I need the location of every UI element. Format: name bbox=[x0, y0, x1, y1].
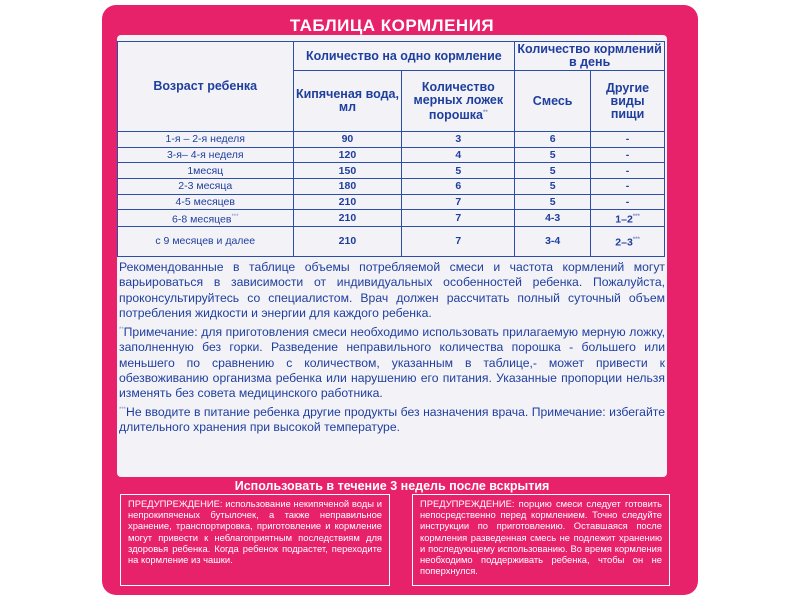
table-row: 6-8 месяцев*** 210 7 4-3 1–2*** bbox=[118, 210, 665, 226]
table-row: 4-5 месяцев 210 7 5 - bbox=[118, 194, 665, 210]
feeding-table bbox=[117, 41, 665, 257]
usage-period-banner: Использовать в течение 3 недель после вскрытия bbox=[234, 479, 550, 493]
feeds-per-day-header: Количество кормлений в день bbox=[515, 42, 665, 71]
warning-text: использование некипяченой воды и непрокипяченых бутылочек, а также неправильное хранение, транспортировка, приготовление и кормление могут привести к неблагоприятным последствиям для здоровья ребенка. Когда ребенок подрастет, переходите на кормление из чашки. bbox=[128, 498, 382, 566]
warning-box-right bbox=[412, 494, 670, 586]
table-row: 2-3 месяца 180 6 5 - bbox=[118, 179, 665, 195]
page-title: ТАБЛИЦА КОРМЛЕНИЯ bbox=[289, 16, 495, 35]
other-food-header: Другие виды пищи bbox=[591, 71, 665, 132]
single-feed-header: Количество на одно кормление bbox=[293, 42, 515, 71]
preparation-note: **Примечание: для приготовления смеси необходимо использовать прилагаемую мерную ложку, заполненную без горки. Разведение неправильного количества порошка - большего или меньшего по сравнению с количеством, указанным в таблице,- может привести к обезвоживанию организма ребенка или нарушению его питания. Указанные пропорции нельзя изменять без совета медицинского работника. bbox=[119, 324, 665, 401]
warning-caption: ПРЕДУПРЕЖДЕНИЕ: bbox=[128, 498, 223, 509]
notes-block bbox=[119, 260, 665, 437]
mix-header: Смесь bbox=[515, 71, 591, 132]
age-header: Возраст ребенка bbox=[118, 42, 294, 132]
water-header: Кипяченая вода, мл bbox=[293, 71, 402, 132]
warning-box-left bbox=[120, 494, 390, 586]
table-row: 1-я – 2-я неделя 90 3 6 - bbox=[118, 131, 665, 147]
recommendation-text: Рекомендованные в таблице объемы потребляемой смеси и частота кормлений могут варьироваться в зависимости от индивидуальных особенностей ребенка. Пожалуйста, проконсультируйтесь со специалистом. Врач должен рассчитать полный суточный объем потребления жидкости и энергии для каждого ребенка. bbox=[119, 260, 665, 321]
table-row: 3-я– 4-я неделя 120 4 5 - bbox=[118, 147, 665, 163]
warning-text: порцию смеси следует готовить непосредственно перед кормлением. Точно следуйте инструкции по приготовлению. Оставшаяся после кормления разведенная смесь не подлежит хранению и последующему использованию. Во время кормления необходимо поддерживать ребенка, чтобы он не поперхнулся. bbox=[420, 498, 662, 577]
spoons-header: Количество мерных ложек порошка** bbox=[402, 71, 515, 132]
table-row: с 9 месяцев и далее 210 7 3-4 2–3*** bbox=[118, 226, 665, 256]
table-row: 1месяц 150 5 5 - bbox=[118, 163, 665, 179]
other-food-note: ***Не вводите в питание ребенка другие продукты без назначения врача. Примечание: избегайте длительного хранения при высокой температуре. bbox=[119, 404, 665, 435]
warning-caption: ПРЕДУПРЕЖДЕНИЕ: bbox=[420, 498, 515, 509]
